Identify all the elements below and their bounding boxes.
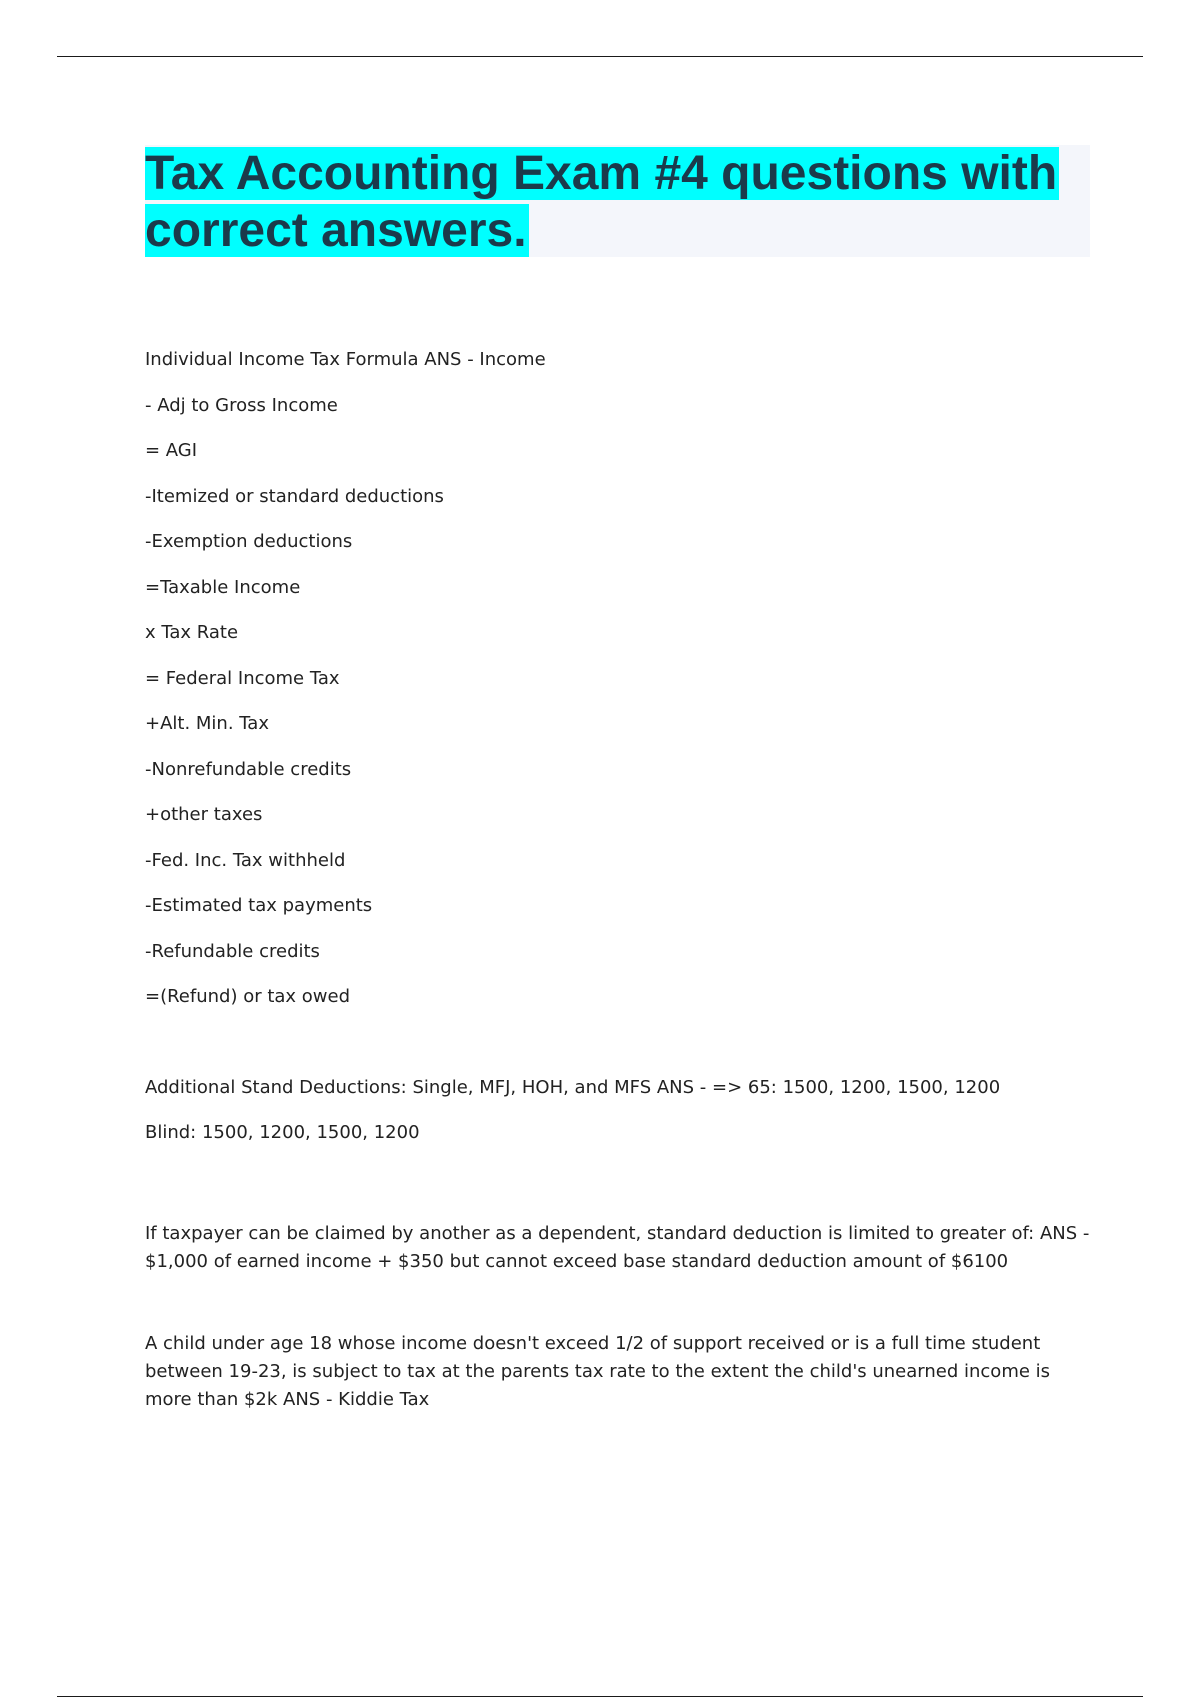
formula-line: - Adj to Gross Income: [145, 394, 338, 416]
formula-line: x Tax Rate: [145, 622, 239, 643]
formula-line: =(Refund) or tax owed: [145, 986, 351, 1007]
title-block: [145, 145, 1090, 257]
formula-line: +other taxes: [145, 804, 263, 825]
blind-deductions-line: Blind: 1500, 1200, 1500, 1200: [145, 1122, 420, 1143]
page-title: [145, 145, 1090, 259]
document-body: [145, 345, 1090, 1414]
section-spacer: [145, 1164, 1090, 1220]
formula-line: = Federal Income Tax: [145, 667, 340, 689]
formula-line: -Itemized or standard deductions: [145, 485, 444, 507]
additional-deductions-line: Additional Stand Deductions: Single, MFJ, HOH, and MFS ANS - => 65: 1500, 1200, 1500, 1200: [145, 1076, 1001, 1098]
kiddie-tax-question: A child under age 18 whose income doesn't exceed 1/2 of support received or is a full time student between 19-23, is subject to tax at the parents tax rate to the extent the child's unearned income is more than $2k ANS - Kiddie Tax: [145, 1332, 1051, 1410]
formula-line: =Taxable Income: [145, 576, 301, 598]
formula-line: -Estimated tax payments: [145, 895, 373, 916]
dependent-question: If taxpayer can be claimed by another as a dependent, standard deduction is limited to greater of: ANS - $1,000 of earned income + $350 but cannot exceed base standard deduction amount of $6100: [145, 1222, 1090, 1272]
formula-line: -Exemption deductions: [145, 531, 353, 552]
formula-line: = AGI: [145, 440, 198, 461]
section-spacer: [145, 1028, 1090, 1073]
title-highlight: Tax Accounting Exam #4 questions with correct answers.: [145, 147, 1058, 257]
formula-line: -Nonrefundable credits: [145, 758, 352, 780]
formula-line: Individual Income Tax Formula ANS - Income: [145, 349, 546, 370]
section-spacer: [145, 1276, 1090, 1330]
footer-rule: [57, 1696, 1143, 1697]
header-rule: [57, 56, 1143, 57]
formula-line: -Refundable credits: [145, 940, 320, 962]
formula-line: +Alt. Min. Tax: [145, 713, 269, 734]
formula-line: -Fed. Inc. Tax withheld: [145, 849, 346, 871]
